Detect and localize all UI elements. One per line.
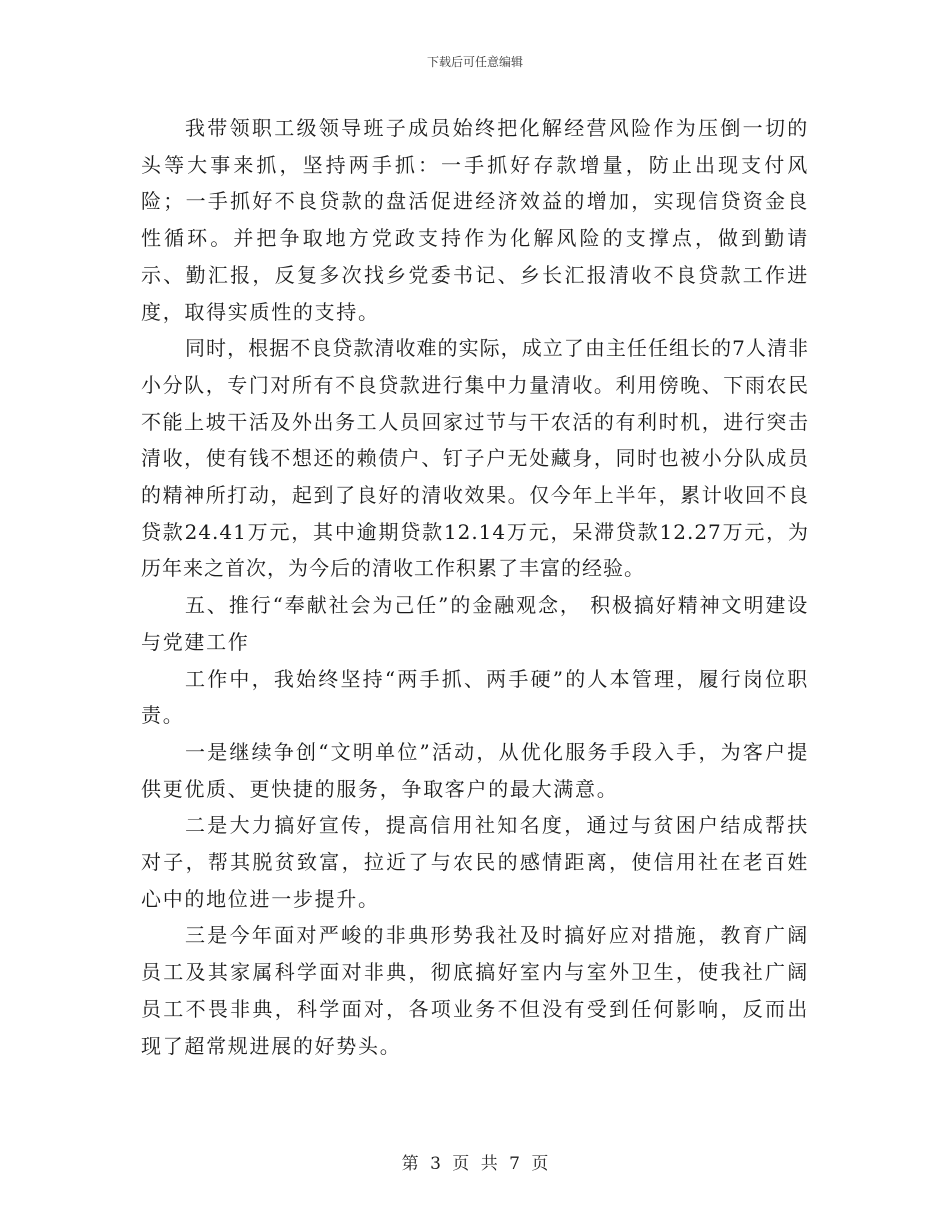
- paragraph-civilized-unit: 一是继续争创“文明单位”活动，从优化服务手段入手，为客户提供更优质、更快捷的服务，争取客户的最大满意。: [141, 739, 809, 801]
- page-header-note: 下载后可任意编辑: [426, 55, 523, 69]
- paragraph-risk-control: 我带领职工级领导班子成员始终把化解经营风险作为压倒一切的头等大事来抓，坚持两手抓：一手抓好存款增量，防止出现支付风险；一手抓好不良贷款的盘活促进经济效益的增加，实现信贷资金良性循环。并把争取地方党政支持作为化解风险的支撑点，做到勤请示、勤汇报，反复多次找乡党委书记、乡长汇报清收不良贷款工作进度，取得实质性的支持。: [141, 116, 809, 324]
- document-body: [141, 110, 809, 1064]
- paragraph-two-hands: 工作中，我始终坚持“两手抓、两手硬”的人本管理，履行岗位职责。: [141, 666, 809, 728]
- paragraph-publicity: 二是大力搞好宣传，提高信用社知名度，通过与贫困户结成帮扶对子，帮其脱贫致富，拉近了与农民的感情距离，使信用社在老百姓心中的地位进一步提升。: [141, 813, 809, 911]
- section-heading-five: 五、推行“奉献社会为己任”的金融观念， 积极搞好精神文明建设与党建工作: [141, 593, 809, 654]
- page-number: 第 3 页 共 7 页: [401, 1154, 549, 1174]
- paragraph-loan-recovery: 同时，根据不良贷款清收难的实际，成立了由主任任组长的7人清非小分队，专门对所有不良贷款进行集中力量清收。利用傍晚、下雨农民不能上坡干活及外出务工人员回家过节与干农活的有利时机，进行突击清收，使有钱不想还的赖债户、钉子户无处藏身，同时也被小分队成员的精神所打动，起到了良好的清收效果。仅今年上半年，累计收回不良贷款24.41万元，其中逾期贷款12.14万元，呆滞贷款12.27万元，为历年来之首次，为今后的清收工作积累了丰富的经验。: [141, 336, 809, 581]
- paragraph-sars-response: 三是今年面对严峻的非典形势我社及时搞好应对措施，教育广阔员工及其家属科学面对非典，彻底搞好室内与室外卫生，使我社广阔员工不畏非典，科学面对，各项业务不但没有受到任何影响，反而出现了超常规进展的好势头。: [141, 923, 809, 1058]
